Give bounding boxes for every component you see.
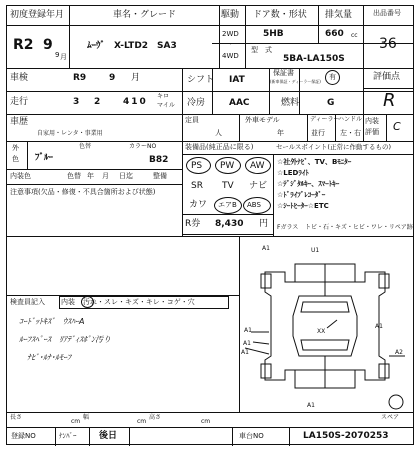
- inspector-interior-items: 汚れ・スレ・キズ・キレ・コゲ・穴: [83, 298, 195, 306]
- width-unit: cm: [137, 418, 147, 425]
- grid-line: [269, 68, 270, 114]
- equip-sr: SR: [191, 181, 203, 191]
- recycle-label: R券: [185, 219, 201, 229]
- equip-aw-circle: [245, 157, 271, 174]
- grid-line: [7, 427, 413, 428]
- inspection-year: 9: [109, 73, 116, 83]
- mileage-part-2: 2: [94, 97, 101, 107]
- grid-line: [239, 114, 240, 141]
- grid-line: [7, 25, 413, 26]
- grid-line: [7, 412, 413, 413]
- equip-tv: TV: [222, 181, 234, 191]
- dealer-label: ディーラー: [310, 116, 340, 123]
- grid-line: [289, 427, 290, 446]
- mark-a1-left: A1: [244, 327, 252, 334]
- inspection-era: R9: [73, 73, 87, 83]
- color-code-label: カラーNO: [129, 143, 157, 150]
- first-reg-era: R2: [13, 37, 34, 53]
- capacity-unit: 人: [215, 129, 222, 137]
- height-label: 高さ: [149, 414, 162, 421]
- drive-label: 駆動: [221, 10, 240, 20]
- score-label: 評価点: [373, 72, 401, 82]
- fuel-label: 燃料: [281, 98, 300, 108]
- drive-4wd: 4WD: [222, 52, 239, 60]
- int-color-label: 内装色: [10, 172, 31, 180]
- grid-line: [307, 114, 308, 141]
- model-grade-label: 車名・グレード: [113, 10, 177, 20]
- mark-a1-rear-left-2: A1: [241, 349, 249, 356]
- model-type-label: 型 式: [251, 46, 272, 54]
- equip-abs: ABS: [247, 201, 261, 209]
- usage-options: 自家用・レンタ・事業用: [37, 130, 103, 137]
- shift-value: IAT: [229, 75, 245, 85]
- grid-line: [7, 68, 413, 69]
- chassis-label: 車台NO: [239, 432, 264, 440]
- inspection-month-unit: 月: [131, 73, 141, 83]
- grid-line: [219, 6, 220, 68]
- grid-line: [7, 91, 413, 92]
- grid-line: [55, 427, 56, 446]
- replace-label: 色替: [67, 172, 81, 180]
- mileage-unit-mile: マイル: [157, 102, 175, 109]
- interior-label: 内装: [365, 117, 379, 125]
- color-code-value: B82: [149, 155, 169, 165]
- inspector-note-1: ｺｰﾄﾞｯﾄｷｽﾞ ｳｽﾊｰA: [19, 317, 85, 326]
- warranty-label: 保証書: [273, 69, 294, 77]
- equip-ps: PS: [191, 161, 203, 171]
- ext-color-value: ﾌﾞﾙｰ: [35, 153, 54, 163]
- equipment-label: 装備品(純正品に限る): [185, 143, 254, 151]
- grid-line: [182, 214, 273, 215]
- first-reg-label: 初度登録年月: [10, 10, 65, 20]
- recycle-value: 8,430: [215, 219, 244, 229]
- selling-point-3: ☆ﾃﾞｼﾞﾀﾙｷｰ、ｽﾏｰﾄｷｰ: [277, 180, 340, 188]
- grid-line: [273, 154, 274, 236]
- mileage-part-1: 3: [73, 97, 80, 107]
- vehicle-inspection-sheet: [6, 5, 414, 445]
- plate-value: 後日: [99, 431, 118, 441]
- f-glass-items: トビ・石・キズ・ヒビ・ワレ・リペア跡: [305, 224, 413, 231]
- plate-label: ﾅﾝﾊﾞｰ: [59, 432, 77, 440]
- doors-value: 5HB: [263, 29, 284, 39]
- equip-abs-circle: [243, 197, 271, 214]
- warranty-sub: (新車保証・ディーラー保証): [270, 79, 321, 84]
- grid-line: [69, 6, 70, 68]
- stain-circle: [81, 296, 94, 308]
- displacement-unit: cc: [351, 32, 358, 39]
- drive-2wd: 2WD: [222, 30, 239, 38]
- grid-line: [232, 427, 233, 446]
- model-type-value: 5BA-LA150S: [283, 54, 345, 64]
- drive-sep: ・: [227, 40, 234, 48]
- selling-point-5: ☆ｼｰﾄﾋｰﾀｰ☆ETC: [277, 202, 329, 210]
- equip-aw: AW: [250, 161, 265, 171]
- grid-line: [363, 6, 364, 68]
- ac-label: 冷房: [187, 98, 206, 108]
- grid-line: [7, 141, 413, 142]
- capacity-label: 定員: [185, 116, 199, 124]
- grid-line: [129, 427, 130, 446]
- first-reg-month: 9: [55, 51, 60, 59]
- mileage-part-3: 410: [123, 97, 148, 107]
- interior-divider: [386, 114, 387, 141]
- exterior-model-label: 外車モデル: [245, 116, 280, 124]
- grid-line: [7, 169, 182, 170]
- grid-line: [89, 427, 90, 446]
- grid-line: [245, 6, 246, 68]
- grid-line: [318, 6, 319, 43]
- grid-line: [299, 68, 300, 114]
- lot-label: 出品番号: [373, 9, 401, 17]
- selling-point-4: ☆ﾄﾞﾗｲﾌﾞﾚｺｰﾀﾞｰ: [277, 191, 326, 199]
- mark-xx-roof: XX: [317, 328, 326, 335]
- doors-label: ドア数・形状: [253, 10, 307, 20]
- mark-a1-rear-left-1: A1: [243, 340, 251, 347]
- grid-line: [363, 68, 364, 141]
- equip-pw: PW: [220, 161, 235, 171]
- paint-label: 色替: [79, 143, 92, 150]
- interior-sub: 評価: [365, 128, 379, 136]
- f-glass-label: Fガラス: [277, 224, 299, 231]
- selling-points-label: セールスポイント(正常に作動するもの): [276, 143, 391, 151]
- ac-value: AAC: [229, 98, 250, 108]
- inspector-interior-label: 内装: [61, 298, 75, 306]
- mark-a1-front-left: A1: [262, 245, 270, 252]
- year-sep: 年: [87, 172, 94, 180]
- selling-point-2: ☆LEDﾗｲﾄ: [277, 169, 309, 177]
- mileage-label: 走行: [10, 97, 29, 107]
- equip-leather: カワ: [189, 200, 208, 210]
- grid-line: [7, 184, 182, 185]
- mark-a1-right: A1: [375, 323, 383, 330]
- score-divider: [363, 88, 413, 89]
- mark-a2-rear-right: A2: [395, 349, 403, 356]
- usage-label: 車歴: [10, 117, 29, 127]
- interior-score: C: [393, 120, 401, 133]
- length-label: 長さ: [10, 414, 23, 421]
- maintenance-label: 整備: [153, 172, 167, 180]
- mark-a1-rear: A1: [307, 402, 315, 409]
- warranty-has: 有: [329, 73, 336, 81]
- lot-value: 36: [379, 36, 397, 52]
- inspector-label: 検査員記入: [10, 298, 45, 306]
- registration-label: 登録NO: [11, 432, 36, 440]
- inspector-note-3: ﾅﾋﾞ･ﾙﾅ･ﾙﾓｰﾌ: [27, 353, 71, 362]
- car-damage-diagram: [239, 236, 413, 412]
- notes-label: 注意事項(欠品・修復・不具合箇所および状態): [10, 188, 156, 196]
- spare-label: スペア: [381, 414, 400, 421]
- exterior-year-unit: 年: [277, 129, 284, 137]
- inspection-label: 車検: [10, 73, 29, 83]
- width-label: 幅: [83, 414, 90, 421]
- displacement-label: 排気量: [325, 10, 353, 20]
- equip-ps-circle: [186, 157, 211, 174]
- mark-u1-front: U1: [311, 247, 320, 254]
- ext-color-label: 外: [12, 144, 19, 152]
- fuel-value: G: [327, 98, 335, 108]
- grid-line: [182, 68, 183, 236]
- dealer-value: 並行: [311, 129, 325, 137]
- length-unit: cm: [71, 418, 81, 425]
- date-label: 日迄: [119, 172, 133, 180]
- grid-line: [182, 154, 413, 155]
- handle-label: ハンドル: [338, 116, 363, 123]
- model-grade: ﾑｰｳﾞ X-LTD2 SA3: [87, 41, 177, 51]
- month-unit: 月: [60, 53, 67, 61]
- grid-line: [182, 234, 273, 235]
- first-reg-year: 9: [43, 37, 53, 53]
- equip-airbag: エアB: [218, 201, 237, 209]
- mileage-unit-km: キロ: [157, 93, 170, 100]
- handle-value: 左・右: [340, 129, 361, 137]
- grid-line: [7, 114, 413, 115]
- score-value: R: [383, 90, 396, 111]
- ext-color-sub: 色: [12, 155, 19, 163]
- equip-navi: ナビ: [249, 181, 268, 191]
- height-unit: cm: [201, 418, 211, 425]
- equip-airbag-circle: [214, 197, 242, 214]
- month-sep: 月: [102, 172, 109, 180]
- selling-point-1: ☆社外ﾅﾋﾞ、TV、Bﾓﾆﾀｰ: [277, 158, 352, 166]
- inspector-note-2: ﾙｰﾌｽﾍﾟｰｽ ﾘｱﾃﾞｨｽﾎﾟﾝ汚り: [19, 335, 111, 344]
- recycle-unit: 円: [259, 219, 269, 229]
- grid-line: [27, 141, 28, 169]
- equip-pw-circle: [215, 157, 241, 174]
- displacement-value: 660: [325, 29, 344, 39]
- shift-label: シフト: [187, 75, 215, 85]
- warranty-circle: [325, 70, 340, 85]
- chassis-value: LA150S-2070253: [303, 431, 389, 441]
